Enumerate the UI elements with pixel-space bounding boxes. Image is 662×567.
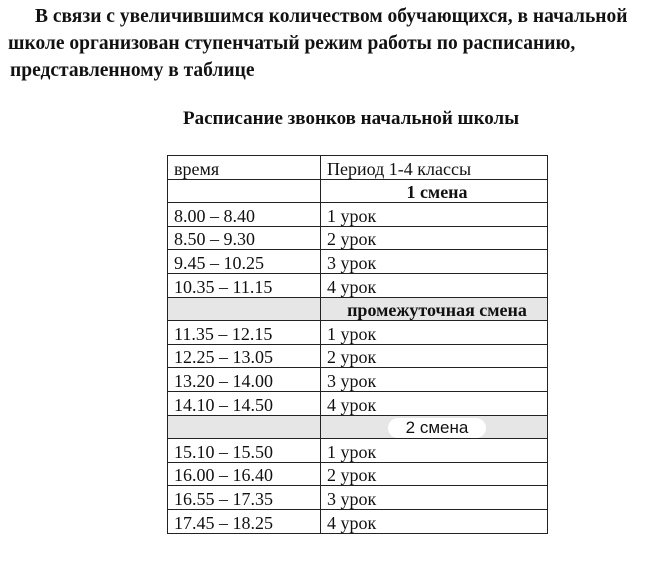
lesson-cell: 3 урок (321, 486, 548, 510)
table-row (168, 321, 548, 345)
shift-label-1: 1 смена (321, 179, 548, 203)
shift-empty-cell (168, 179, 321, 203)
lesson-cell: 4 урок (321, 509, 548, 533)
shift-label-2-cell (321, 415, 548, 439)
header-time: время (168, 156, 321, 180)
time-cell: 13.20 – 14.00 (168, 368, 321, 392)
time-cell: 9.45 – 10.25 (168, 250, 321, 274)
time-cell: 8.50 – 9.30 (168, 226, 321, 250)
time-cell: 16.00 – 16.40 (168, 462, 321, 486)
lesson-cell: 3 урок (321, 250, 548, 274)
time-cell: 16.55 – 17.35 (168, 486, 321, 510)
table-row (168, 462, 548, 486)
shift-label-2: 2 смена (388, 418, 487, 438)
lesson-cell: 2 урок (321, 344, 548, 368)
header-row (168, 156, 548, 180)
lesson-cell: 4 урок (321, 391, 548, 415)
time-cell: 14.10 – 14.50 (168, 391, 321, 415)
time-cell: 12.25 – 13.05 (168, 344, 321, 368)
lesson-cell: 2 урок (321, 462, 548, 486)
intro-line-1: В связи с увеличившимся количеством обучающихся, в начальной (35, 6, 628, 27)
shift-row-mid (168, 297, 548, 321)
time-cell: 17.45 – 18.25 (168, 509, 321, 533)
table-row (168, 391, 548, 415)
lesson-cell: 1 урок (321, 321, 548, 345)
table-row (168, 368, 548, 392)
lesson-cell: 3 урок (321, 368, 548, 392)
shift-empty-cell (168, 297, 321, 321)
table-row (168, 250, 548, 274)
shift-row-2 (168, 415, 548, 439)
shift-empty-cell (168, 415, 321, 439)
table-row (168, 226, 548, 250)
time-cell: 11.35 – 12.15 (168, 321, 321, 345)
intro-line-3: представленному в таблице (10, 60, 255, 81)
time-cell: 10.35 – 11.15 (168, 273, 321, 297)
lesson-cell: 4 урок (321, 273, 548, 297)
shift-row-1 (168, 179, 548, 203)
table-row (168, 344, 548, 368)
schedule-table (167, 155, 548, 534)
header-period: Период 1-4 классы (321, 156, 548, 180)
table-title: Расписание звонков начальной школы (183, 108, 520, 129)
time-cell: 8.00 – 8.40 (168, 203, 321, 227)
time-cell: 15.10 – 15.50 (168, 439, 321, 463)
table-row (168, 439, 548, 463)
lesson-cell: 1 урок (321, 203, 548, 227)
table-row (168, 273, 548, 297)
lesson-cell: 2 урок (321, 226, 548, 250)
table-row (168, 203, 548, 227)
shift-label-mid: промежуточная смена (321, 297, 548, 321)
table-row (168, 486, 548, 510)
lesson-cell: 1 урок (321, 439, 548, 463)
table-row (168, 509, 548, 533)
intro-line-2: школе организован ступенчатый режим работы по расписанию, (8, 33, 576, 54)
